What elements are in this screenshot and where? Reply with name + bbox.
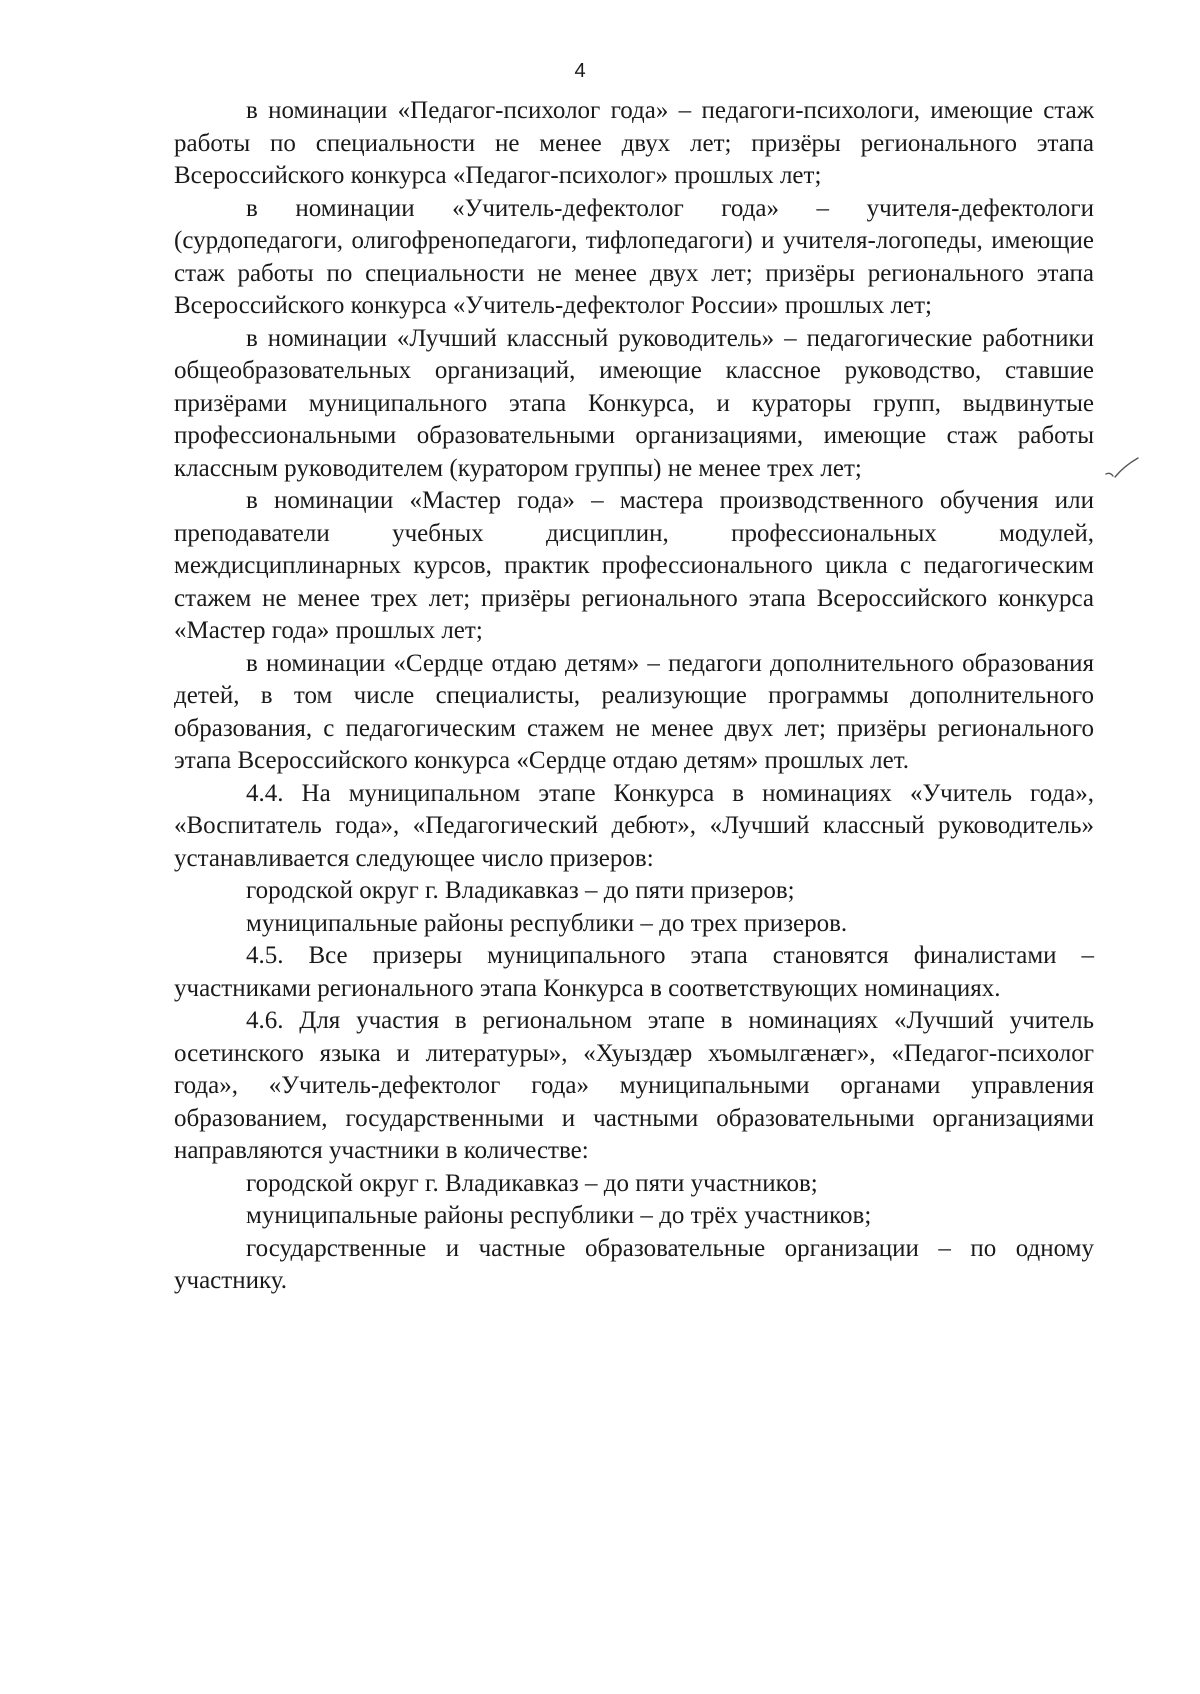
page-number: 4 [574,60,586,82]
paragraph-vladikavkaz-prizes: городской округ г. Владикавказ – до пяти призеров; [246,877,795,904]
paragraph-nomination-heart: в номинации «Сердце отдаю детям» – педагоги дополнительного образования детей, в том числе специалисты, реализующие программы дополнительного образования, с педагогическим стажем не менее двух лет; призёры регионального этапа Всероссийского конкурса «Сердце отдаю детям» прошлых лет. [174,649,1094,774]
paragraph-clause-4-6: 4.6. Для участия в региональном этапе в номинациях «Лучший учитель осетинского языка и литературы», «Хуыздæр хъомылгæнæг», «Педагог-психолог года», «Учитель-дефектолог года» муниципальными органами управления образованием, государственными и частными образовательными организациями направляются участники в количестве: [174,1007,1094,1164]
paragraph-nomination-class-teacher: в номинации «Лучший классный руководитель» – педагогические работники общеобразовательных организаций, имеющие классное руководство, ставшие призёрами муниципального этапа Конкурса, и кураторы групп, выдвинутые профессиональными образовательными организациями, имеющие стаж работы классным руководителем (куратором группы) не менее трех лет; [174,324,1094,482]
paragraph-districts-participants: муниципальные районы республики – до трёх участников; [246,1202,872,1229]
paragraph-clause-4-4: 4.4. На муниципальном этапе Конкурса в номинациях «Учитель года», «Воспитатель года», «Педагогический дебют», «Лучший классный руководитель» устанавливается следующее число призеров: [174,779,1094,872]
paragraph-nomination-defectologist: в номинации «Учитель-дефектолог года» – учителя-дефектологи (сурдопедагоги, олигофренопедагоги, тифлопедагоги) и учителя-логопеды, имеющие стаж работы по специальности не менее двух лет; призёры регионального этапа Всероссийского конкурса «Учитель-дефектолог России» прошлых лет; [174,194,1094,319]
paragraph-nomination-psychologist: в номинации «Педагог-психолог года» – педагоги-психологи, имеющие стаж работы по специальности не менее двух лет; призёры регионального этапа Всероссийского конкурса «Педагог-психолог» прошлых лет; [174,97,1094,189]
handwritten-check-mark [1104,452,1140,482]
paragraph-vladikavkaz-participants: городской округ г. Владикавказ – до пяти участников; [246,1169,818,1197]
paragraph-clause-4-5: 4.5. Все призеры муниципального этапа становятся финалистами – участниками регионального этапа Конкурса в соответствующих номинациях. [174,942,1094,1002]
paragraph-districts-prizes: муниципальные районы республики – до трех призеров. [246,909,848,937]
paragraph-organizations-participants: государственные и частные образовательные организации – по одному участнику. [174,1234,1094,1294]
document-body [174,95,1094,1298]
paragraph-nomination-master: в номинации «Мастер года» – мастера производственного обучения или преподаватели учебных дисциплин, профессиональных модулей, междисциплинарных курсов, практик профессионального цикла с педагогическим стажем не менее трех лет; призёры регионального этапа Всероссийского конкурса «Мастер года» прошлых лет; [174,487,1094,644]
